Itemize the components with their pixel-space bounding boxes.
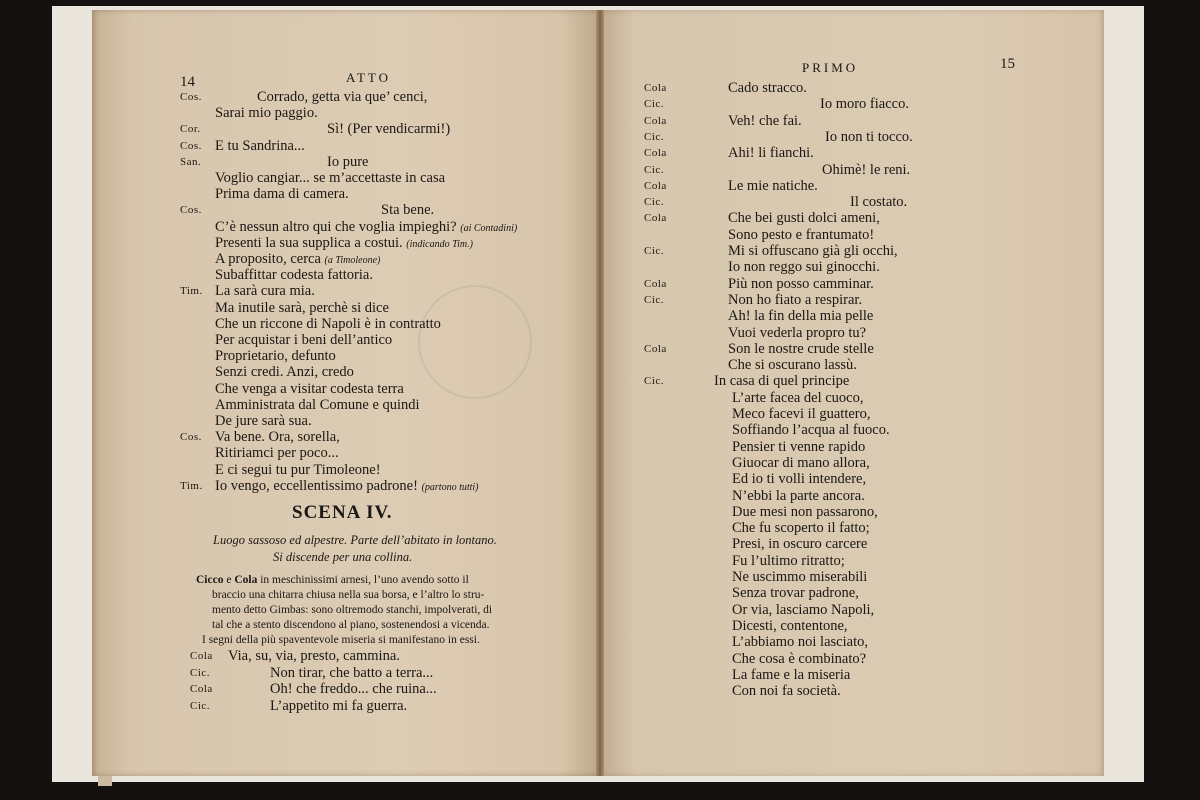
- dialogue-line: Soffiando l’acqua al fuoco.: [732, 422, 890, 439]
- dialogue-line: L’abbiamo noi lasciato,: [732, 634, 868, 651]
- dialogue-text: Prima dama di camera.: [215, 186, 349, 203]
- dialogue-line: [215, 445, 339, 461]
- speaker-label: Cor.: [180, 123, 201, 136]
- dialogue-text: De jure sarà sua.: [215, 413, 312, 429]
- library-stamp: [418, 285, 532, 399]
- dialogue-line: Io non ti tocco.: [825, 128, 913, 145]
- dialogue-line: [327, 154, 368, 170]
- dialogue-line: La fame e la miseria: [732, 666, 851, 683]
- dialogue-text: Amministrata dal Comune e quindi: [215, 396, 420, 413]
- dialogue-line: Con noi fa società.: [732, 683, 841, 700]
- dialogue-line: [215, 413, 312, 429]
- speaker-label: Cola: [190, 650, 213, 662]
- dialogue-line: Sono pesto e frantumato!: [728, 226, 875, 243]
- dialogue-line: [215, 381, 404, 397]
- dialogue-line: Che fu scoperto il fatto;: [732, 520, 870, 537]
- dialogue-line: [215, 429, 340, 445]
- dialogue-text: C’è nessun altro qui che voglia impieghi?: [215, 218, 457, 235]
- speaker-label: Cic.: [644, 163, 665, 176]
- speaker-label: San.: [180, 155, 202, 168]
- dialogue-line: Io non reggo sui ginocchi.: [728, 259, 880, 276]
- speaker-label: Cola: [644, 212, 667, 225]
- speaker-label: Cic.: [644, 130, 665, 143]
- dialogue-line: Pensier ti venne rapido: [732, 438, 866, 455]
- dialogue-line: [215, 397, 420, 413]
- speaker-label: Cic.: [644, 245, 665, 257]
- dialogue-line: Io moro fiacco.: [820, 96, 909, 113]
- stage-direction: (partono tutti): [421, 481, 479, 493]
- running-head-right: PRIMO: [802, 60, 859, 75]
- running-head-left: ATTO: [346, 70, 391, 85]
- dialogue-line: Presi, in oscuro carcere: [732, 536, 868, 553]
- speaker-label: Cos.: [180, 91, 202, 103]
- dialogue-text: Io pure: [327, 153, 369, 170]
- dialogue-line: [215, 105, 318, 121]
- dialogue-line: [215, 300, 389, 316]
- character-name: Cicco: [196, 574, 224, 586]
- dialogue-line: L’appetito mi fa guerra.: [270, 697, 408, 714]
- dialogue-line: Che cosa è combinato?: [732, 650, 867, 667]
- dialogue-line: Fu l’ultimo ritratto;: [732, 552, 845, 569]
- speaker-label: Tim.: [180, 285, 203, 298]
- dialogue-line: [215, 478, 479, 496]
- dialogue-text: Subaffittar codesta fattoria.: [215, 267, 373, 284]
- dialogue-line: Ed io ti volli intendere,: [732, 471, 867, 488]
- dialogue-line: Mi si offuscano già gli occhi,: [728, 243, 898, 259]
- speaker-label: Cola: [644, 342, 667, 355]
- book-gutter: [596, 10, 604, 776]
- scene-description-line-1: [196, 573, 469, 589]
- dialogue-text: Corrado, getta via que’ cenci,: [257, 89, 428, 105]
- dialogue-line: Due mesi non passarono,: [732, 503, 878, 520]
- speaker-label: Cos.: [180, 204, 202, 217]
- stage-direction: (ai Contadini): [460, 222, 518, 234]
- dialogue-line: In casa di quel principe: [714, 373, 850, 390]
- scene-setting-line-1: Luogo sassoso ed alpestre. Parte dell’abitato in lontano.: [213, 533, 497, 547]
- dialogue-text: La sarà cura mia.: [215, 283, 315, 300]
- speaker-label: Cic.: [190, 699, 211, 712]
- dialogue-line: Che bei gusti dolci ameni,: [728, 210, 880, 227]
- dialogue-line: Non tirar, che batto a terra...: [270, 664, 434, 681]
- scene-description-line-4: tal che a stento discendono al piano, sostenendosi a vicenda.: [212, 619, 490, 631]
- dialogue-line: [215, 267, 373, 283]
- dialogue-line: Senza trovar padrone,: [732, 585, 859, 602]
- dialogue-line: [327, 121, 450, 137]
- dialogue-line: Dicesti, contentone,: [732, 617, 848, 634]
- speaker-label: Cos.: [180, 139, 202, 152]
- dialogue-line: Or via, lasciamo Napoli,: [732, 601, 875, 618]
- dialogue-line: [381, 202, 434, 218]
- stage-direction: (a Timoleone): [324, 255, 381, 266]
- dialogue-line: Le mie natiche.: [728, 177, 818, 194]
- dialogue-text: Sta bene.: [381, 202, 435, 219]
- dialogue-line: L’arte facea del cuoco,: [732, 389, 864, 406]
- dialogue-line: Non ho fiato a respirar.: [728, 291, 863, 308]
- scene-title: SCENA IV.: [292, 502, 393, 523]
- dialogue-line: Cado stracco.: [728, 80, 807, 96]
- dialogue-text: Ritiriamci per poco...: [215, 445, 339, 462]
- dialogue-text: E tu Sandrina...: [215, 137, 305, 154]
- dialogue-line: [215, 332, 392, 348]
- dialogue-line: Ne uscimmo miserabili: [732, 569, 868, 585]
- speaker-label: Cic.: [644, 98, 665, 111]
- speaker-label: Cola: [644, 114, 667, 127]
- character-name: Cola: [234, 574, 258, 586]
- dialogue-line: N’ebbi la parte ancora.: [732, 487, 865, 504]
- dialogue-line: Via, su, via, presto, cammina.: [228, 648, 400, 664]
- dialogue-text: Sì! (Per vendicarmi!): [327, 121, 451, 138]
- speaker-label: Cos.: [180, 431, 202, 444]
- dialogue-line: [215, 316, 441, 332]
- speaker-label: Cola: [190, 683, 213, 695]
- dialogue-line: [215, 462, 381, 478]
- dialogue-text: Presenti la sua supplica a costui.: [215, 234, 403, 251]
- stage-direction: (indicando Tim.): [406, 238, 473, 250]
- speaker-label: Cic.: [644, 375, 665, 388]
- right-page: [600, 10, 1104, 776]
- dialogue-line: Son le nostre crude stelle: [728, 340, 874, 357]
- scene-description-line-5: I segni della più spaventevole miseria si manifestano in essi.: [202, 634, 480, 646]
- scene-description-line-3: mento detto Gimbas: sono oltremodo stanchi, impolverati, di: [212, 604, 493, 616]
- dialogue-text: Io vengo, eccellentissimo padrone!: [215, 477, 418, 494]
- dialogue-line: Che si oscurano lassù.: [728, 357, 857, 374]
- speaker-label: Cic.: [190, 666, 211, 679]
- dialogue-line: [215, 348, 336, 364]
- speaker-label: Cic.: [644, 196, 665, 209]
- conjunction: e: [223, 574, 235, 586]
- dialogue-line: Meco facevi il guattero,: [732, 406, 871, 422]
- speaker-label: Tim.: [180, 479, 203, 492]
- dialogue-text: Senzi credi. Anzi, credo: [215, 364, 354, 381]
- dialogue-line: [215, 283, 315, 299]
- dialogue-text: Proprietario, defunto: [215, 348, 336, 365]
- dialogue-text: E ci segui tu pur Timoleone!: [215, 461, 381, 478]
- speaker-label: Cola: [644, 147, 667, 160]
- speaker-label: Cola: [644, 179, 667, 192]
- dialogue-line: [215, 170, 445, 186]
- dialogue-line: Giuocar di mano allora,: [732, 454, 870, 471]
- scene-description-line-2: braccio una chitarra chiusa nella sua borsa, e l’altro lo stru-: [212, 589, 485, 601]
- dialogue-line: [215, 186, 349, 202]
- dialogue-line: Ah! la fin della mia pelle: [728, 308, 874, 325]
- scene-setting-line-2: Si discende per una collina.: [273, 550, 413, 564]
- left-page: [92, 10, 600, 776]
- dialogue-text: Voglio cangiar... se m’accettaste in casa: [215, 170, 446, 186]
- description-text: in meschinissimi arnesi, l’uno avendo sotto il: [257, 574, 469, 586]
- dialogue-line: Veh! che fai.: [728, 112, 802, 129]
- dialogue-text: A proposito, cerca: [215, 251, 321, 267]
- dialogue-text: Ma inutile sarà, perchè si dice: [215, 299, 389, 316]
- dialogue-line: Il costato.: [850, 194, 908, 211]
- speaker-label: Cola: [644, 82, 667, 94]
- page-number-left: 14: [180, 74, 195, 90]
- dialogue-text: Che venga a visitar codesta terra: [215, 380, 404, 397]
- speaker-label: Cola: [644, 277, 667, 290]
- dialogue-line: Più non posso camminar.: [728, 275, 874, 292]
- dialogue-line: Oh! che freddo... che ruina...: [270, 681, 437, 697]
- speaker-label: Cic.: [644, 293, 665, 306]
- page-number-right: 15: [1000, 56, 1015, 72]
- dialogue-line: Ahi! li fianchi.: [728, 145, 814, 162]
- dialogue-line: [257, 89, 427, 105]
- dialogue-line: [215, 364, 354, 380]
- dialogue-text: Sarai mio paggio.: [215, 105, 318, 122]
- dialogue-text: Che un riccone di Napoli è in contratto: [215, 315, 441, 332]
- dialogue-line: Ohimè! le reni.: [822, 161, 911, 178]
- dialogue-text: Va bene. Ora, sorella,: [215, 429, 340, 446]
- dialogue-line: [215, 138, 305, 154]
- dialogue-line: Vuoi vederla propro tu?: [728, 324, 867, 341]
- dialogue-text: Per acquistar i beni dell’antico: [215, 332, 393, 348]
